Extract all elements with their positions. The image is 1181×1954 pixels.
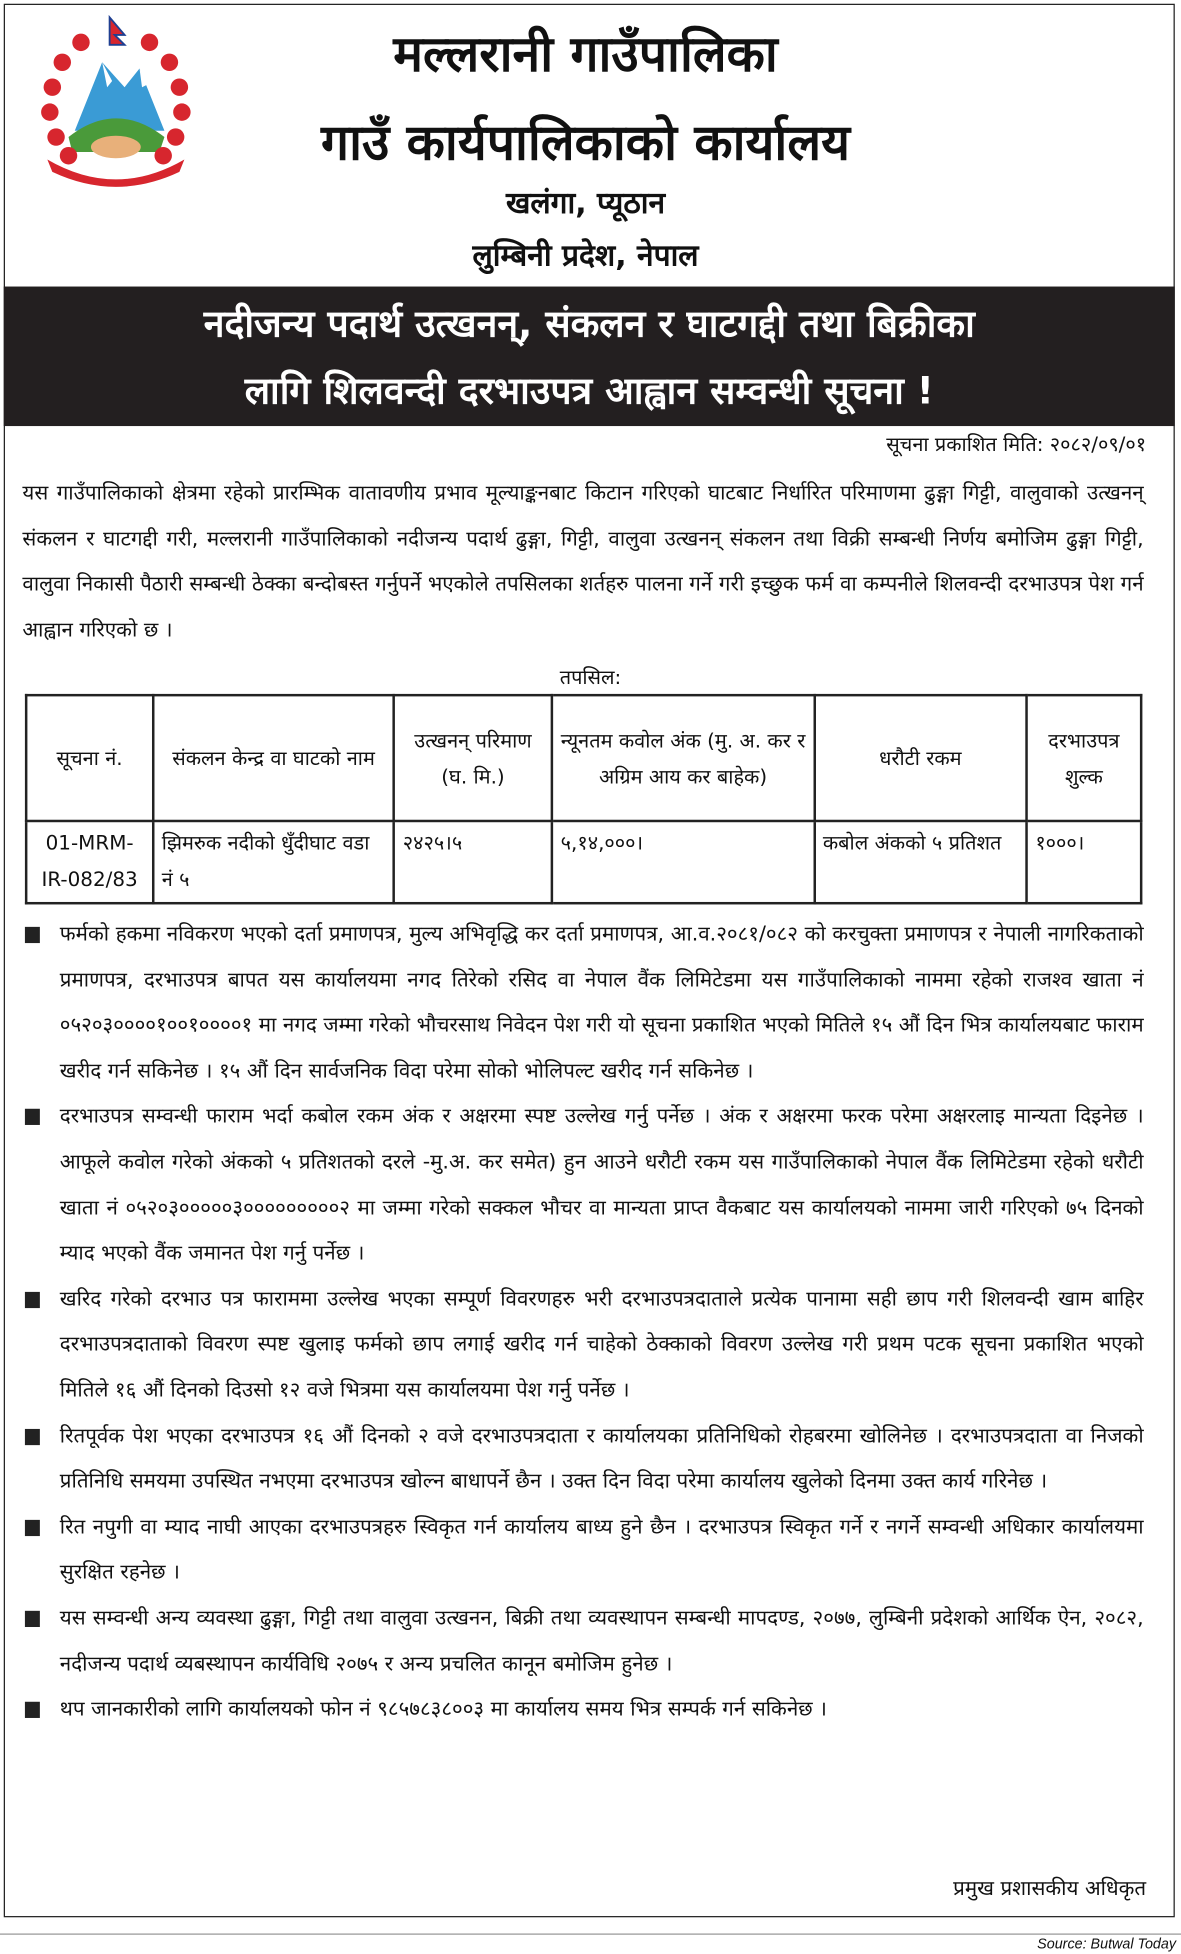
office-name: गाउँ कार्यपालिकाको कार्यालय bbox=[321, 114, 851, 172]
condition-item bbox=[22, 912, 1143, 1094]
condition-item bbox=[22, 1596, 1143, 1687]
condition-item bbox=[22, 1413, 1143, 1504]
intro-paragraph: यस गाउँपालिकाको क्षेत्रमा रहेको प्रारम्भिक वातावणीय प्रभाव मूल्याङ्कनबाट किटान गरिएको घाटबाट निर्धारित परिमाणमा ढुङ्गा गिट्टी, वालुवाको उत्खनन् संकलन र घाटगद्दी गरी, मल्लरानी गाउँपालिकाको नदीजन्य पदार्थ ढुङ्गा, गिट्टी, वालुवा उत्खनन् संकलन तथा विक्री सम्बन्धी निर्णय बमोजिम ढुङ्गा गिट्टी, वालुवा निकासी पैठारी सम्बन्धी ठेक्का बन्दोबस्त गर्नुपर्ने भएकोले तपसिलका शर्तहरु पालना गर्ने गरी इच्छुक फर्म वा कम्पनीले शिलवन्दी दरभाउपत्र पेश गर्न आह्वान गरिएको छ । bbox=[22, 480, 1144, 641]
table-row bbox=[26, 821, 1141, 903]
banner-line-2: लागि शिलवन्दी दरभाउपत्र आह्वान सम्वन्धी सूचना ! bbox=[244, 370, 934, 414]
bullet-square-icon bbox=[25, 927, 40, 943]
table-cell: कबोल अंकको ५ प्रतिशत bbox=[814, 821, 1026, 903]
table-cell: ५,१४,०००। bbox=[552, 821, 814, 903]
condition-text: दरभाउपत्र सम्वन्धी फाराम भर्दा कबोल रकम अंक र अक्षरमा स्पष्ट उल्लेख गर्नु पर्नेछ । अंक र अक्षरमा फरक परेमा अक्षरलाइ मान्यता दिइनेछ । आफूले कवोल गरेको अंकको ५ प्रतिशतको दरले -मु.अ. कर समेत) हुन आउने धरौटी रकम यस गाउँपालिकाको नेपाल वैंक लिमिटेडमा रहेको धरौटी खाता नं ०५२०३०००००३०००००००००२ मा जम्मा गरेको सक्कल भौचर वा मान्यता प्राप्त वैकबाट यस कार्यालयको नाममा जारी गरिएको ७५ दिनको म्याद भएको वैंक जमानत पेश गर्नु पर्नेछ । bbox=[59, 1104, 1144, 1265]
table-header: न्यूनतम कवोल अंक (मु. अ. कर र अग्रिम आय कर बाहेक) bbox=[552, 695, 814, 821]
table-cell: १०००। bbox=[1027, 821, 1142, 903]
condition-item bbox=[22, 1277, 1143, 1414]
banner-line-1: नदीजन्य पदार्थ उत्खनन्, संकलन र घाटगद्दी तथा बिक्रीका bbox=[203, 302, 975, 347]
table-header: धरौटी रकम bbox=[814, 695, 1026, 821]
table-cell: 01-MRM-IR-082/83 bbox=[26, 821, 153, 903]
address-line-1: खलंगा, प्यूठान bbox=[505, 185, 666, 221]
condition-item bbox=[22, 1505, 1143, 1596]
table-header-row bbox=[26, 695, 1141, 821]
source-credit: Source: Butwal Today bbox=[1037, 1937, 1177, 1953]
notice-title-banner bbox=[4, 287, 1175, 427]
conditions-list bbox=[22, 912, 1143, 1733]
nepal-emblem-logo bbox=[25, 12, 207, 189]
table-header: दरभाउपत्र शुल्क bbox=[1027, 695, 1142, 821]
condition-text: खरिद गरेको दरभाउ पत्र फाराममा उल्लेख भएका सम्पूर्ण विवरणहरु भरी दरभाउपत्रदाताले प्रत्येक पानामा सही छाप गरी शिलवन्दी खाम बाहिर दरभाउपत्रदाताको विवरण स्पष्ट खुलाइ फर्मको छाप लगाई खरीद गर्न चाहेको ठेक्काको विवरण उल्लेख गरी प्रथम पटक सूचना प्रकाशित भएको मितिले १६ औं दिनको दिउसो १२ वजे भित्रमा यस कार्यालयमा पेश गर्नु पर्नेछ । bbox=[59, 1286, 1144, 1402]
condition-text: रित नपुगी वा म्याद नाघी आएका दरभाउपत्रहरु स्विकृत गर्न कार्यालय बाध्य हुने छैन । दरभाउपत्र स्विकृत गर्ने र नगर्ने सम्वन्धी अधिकार कार्यालयमा सुरक्षित रहनेछ । bbox=[59, 1514, 1144, 1584]
bullet-square-icon bbox=[25, 1702, 40, 1718]
condition-text: यस सम्वन्धी अन्य व्यवस्था ढुङ्गा, गिट्टी तथा वालुवा उत्खनन, बिक्री तथा व्यवस्थापन सम्बन्धी मापदण्ड, २०७७, लुम्बिनी प्रदेशको आर्थिक ऐन, २०८२, नदीजन्य पदार्थ व्यबस्थापन कार्यविधि २०७५ र अन्य प्रचलित कानून बमोजिम हुनेछ । bbox=[59, 1605, 1144, 1675]
divider bbox=[0, 1933, 1181, 1934]
table-header: संकलन केन्द्र वा घाटको नाम bbox=[153, 695, 394, 821]
signatory: प्रमुख प्रशासकीय अधिकृत bbox=[953, 1876, 1147, 1900]
schedule-label: तपसिल: bbox=[559, 665, 622, 689]
bullet-square-icon bbox=[25, 1520, 40, 1536]
condition-text: थप जानकारीको लागि कार्यालयको फोन नं ९८५७८३८००३ मा कार्यालय समय भित्र सम्पर्क गर्न सकिनेछ । bbox=[59, 1696, 827, 1721]
published-date: सूचना प्रकाशित मिति: २०८२/०९/०१ bbox=[886, 432, 1147, 456]
address-line-2: लुम्बिनी प्रदेश, नेपाल bbox=[472, 237, 699, 273]
bullet-square-icon bbox=[25, 1428, 40, 1444]
bullet-square-icon bbox=[25, 1109, 40, 1125]
condition-item bbox=[22, 1094, 1143, 1276]
condition-text: रितपूर्वक पेश भएका दरभाउपत्र १६ औं दिनको २ वजे दरभाउपत्रदाता र कार्यालयका प्रतिनिधिको रोहबरमा खोलिनेछ । दरभाउपत्रदाता वा निजको प्रतिनिधि समयमा उपस्थित नभएमा दरभाउपत्र खोल्न बाधापर्ने छैन । उक्त दिन विदा परेमा कार्यालय खुलेको दिनमा उक्त कार्य गरिनेछ । bbox=[59, 1423, 1144, 1493]
schedule-table bbox=[25, 694, 1142, 905]
condition-item bbox=[22, 1687, 1143, 1733]
condition-text: फर्मको हकमा नविकरण भएको दर्ता प्रमाणपत्र, मुल्य अभिवृद्धि कर दर्ता प्रमाणपत्र, आ.व.२०८१/०८२ को करचुक्ता प्रमाणपत्र र नेपाली नागरिकताको प्रमाणपत्र, दरभाउपत्र बापत यस कार्यालयमा नगद तिरेको रसिद वा नेपाल वैंक लिमिटेडमा यस गाउँपालिकाको नाममा रहेको राजश्व खाता नं ०५२०३००००१००१००००१ मा नगद जम्मा गरेको भौचरसाथ निवेदन पेश गरी यो सूचना प्रकाशित भएको मितिले १५ औं दिन भित्र कार्यालयबाट फाराम खरीद गर्न सकिनेछ । १५ औं दिन सार्वजनिक विदा परेमा सोको भोलिपल्ट खरीद गर्न सकिनेछ । bbox=[59, 921, 1144, 1083]
bullet-square-icon bbox=[25, 1292, 40, 1308]
bullet-square-icon bbox=[25, 1611, 40, 1627]
table-cell: २४२५।५ bbox=[394, 821, 552, 903]
table-header: सूचना नं. bbox=[26, 695, 153, 821]
table-cell: झिमरुक नदीको धुँदीघाट वडा नं ५ bbox=[153, 821, 394, 903]
table-header: उत्खनन् परिमाण (घ. मि.) bbox=[394, 695, 552, 821]
municipality-name: मल्लरानी गाउँपालिका bbox=[393, 26, 778, 84]
